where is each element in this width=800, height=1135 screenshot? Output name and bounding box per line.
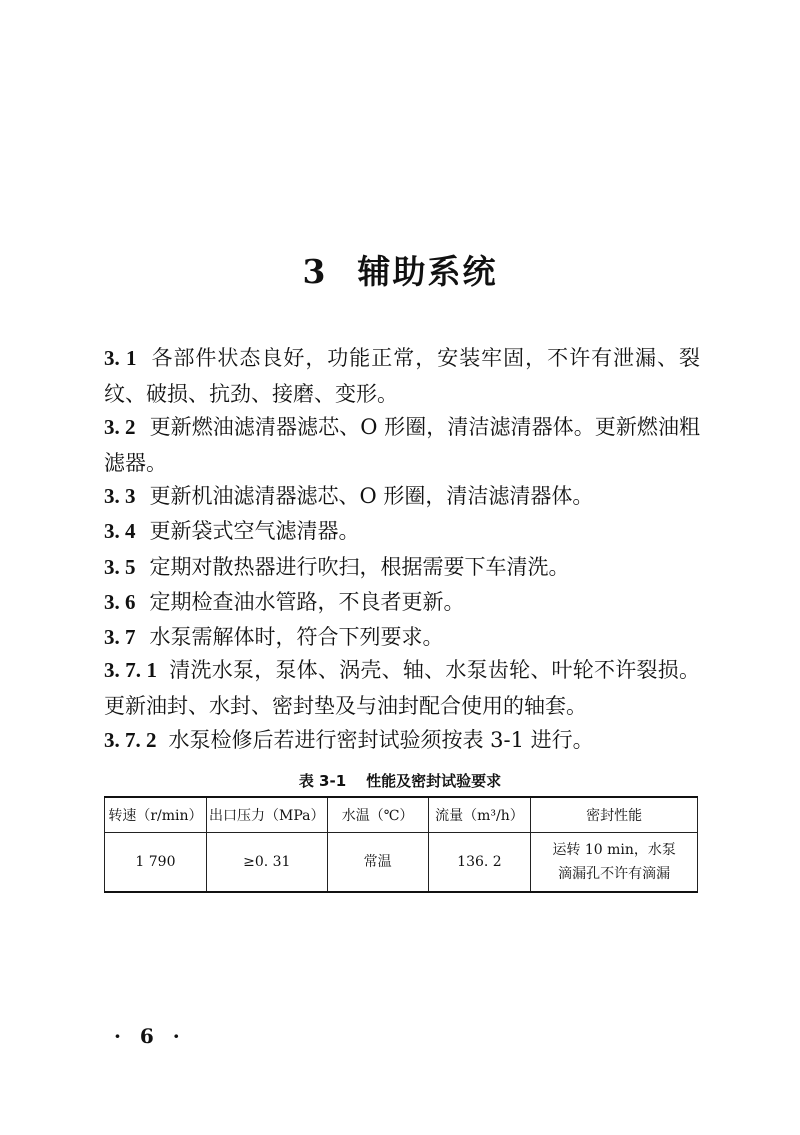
cell-flow: 136. 2 [428, 833, 531, 893]
table-caption [0, 770, 800, 791]
section-3-7 [104, 619, 700, 655]
section-text: 清洗水泵，泵体、涡壳、轴、水泵齿轮、叶轮不许裂损。更新油封、水封、密封垫及与油封配合使用的轴套。 [104, 658, 701, 718]
cell-speed: 1 790 [105, 833, 207, 893]
section-text: 定期检查油水管路，不良者更新。 [149, 590, 465, 614]
cell-pressure: ≥0. 31 [206, 833, 327, 893]
page-number: · 6 · [114, 1024, 186, 1048]
section-3-7-2 [104, 722, 700, 758]
section-number: 3. 7. 2 [104, 728, 157, 752]
section-number: 3. 7 [104, 625, 136, 649]
table-caption-title: 性能及密封试验要求 [366, 772, 502, 790]
section-3-3 [104, 478, 700, 514]
section-number: 3. 5 [104, 555, 136, 579]
cell-sealing-line-1: 运转 10 min，水泵 [552, 842, 676, 858]
cell-sealing [531, 833, 698, 893]
header-temperature: 水温（℃） [327, 797, 428, 833]
spec-table [104, 796, 698, 893]
section-3-6 [104, 584, 700, 620]
section-3-7-1 [104, 652, 700, 724]
header-sealing: 密封性能 [531, 797, 698, 833]
section-text: 更新机油滤清器滤芯、O 形圈，清洁滤清器体。 [149, 484, 594, 508]
header-pressure: 出口压力（MPa） [206, 797, 327, 833]
section-3-4 [104, 513, 700, 549]
header-flow: 流量（m³/h） [428, 797, 531, 833]
section-number: 3. 4 [104, 519, 136, 543]
section-text: 定期对散热器进行吹扫，根据需要下车清洗。 [149, 555, 570, 579]
section-number: 3. 1 [104, 346, 137, 370]
section-3-2 [104, 409, 700, 481]
section-text: 更新袋式空气滤清器。 [149, 519, 360, 543]
section-3-5 [104, 549, 700, 585]
chapter-title [0, 246, 800, 293]
chapter-number: 3 [302, 252, 328, 291]
chapter-name: 辅助系统 [357, 252, 498, 291]
table-caption-label: 表 3-1 [298, 772, 347, 790]
section-number: 3. 3 [104, 484, 136, 508]
cell-temperature: 常温 [327, 833, 428, 893]
table-header-row [105, 797, 698, 833]
section-number: 3. 2 [104, 415, 136, 439]
table-row [105, 833, 698, 893]
section-number: 3. 7. 1 [104, 658, 157, 682]
section-number: 3. 6 [104, 590, 136, 614]
section-text: 水泵检修后若进行密封试验须按表 3-1 进行。 [168, 728, 594, 752]
section-text: 水泵需解体时，符合下列要求。 [149, 625, 444, 649]
header-speed: 转速（r/min） [105, 797, 207, 833]
cell-sealing-line-2: 滴漏孔不许有滴漏 [558, 866, 671, 882]
section-text: 更新燃油滤清器滤芯、O 形圈，清洁滤清器体。更新燃油粗滤器。 [104, 415, 701, 475]
section-3-1 [104, 340, 700, 412]
section-text: 各部件状态良好，功能正常，安装牢固，不许有泄漏、裂纹、破损、抗劲、接磨、变形。 [104, 346, 701, 406]
